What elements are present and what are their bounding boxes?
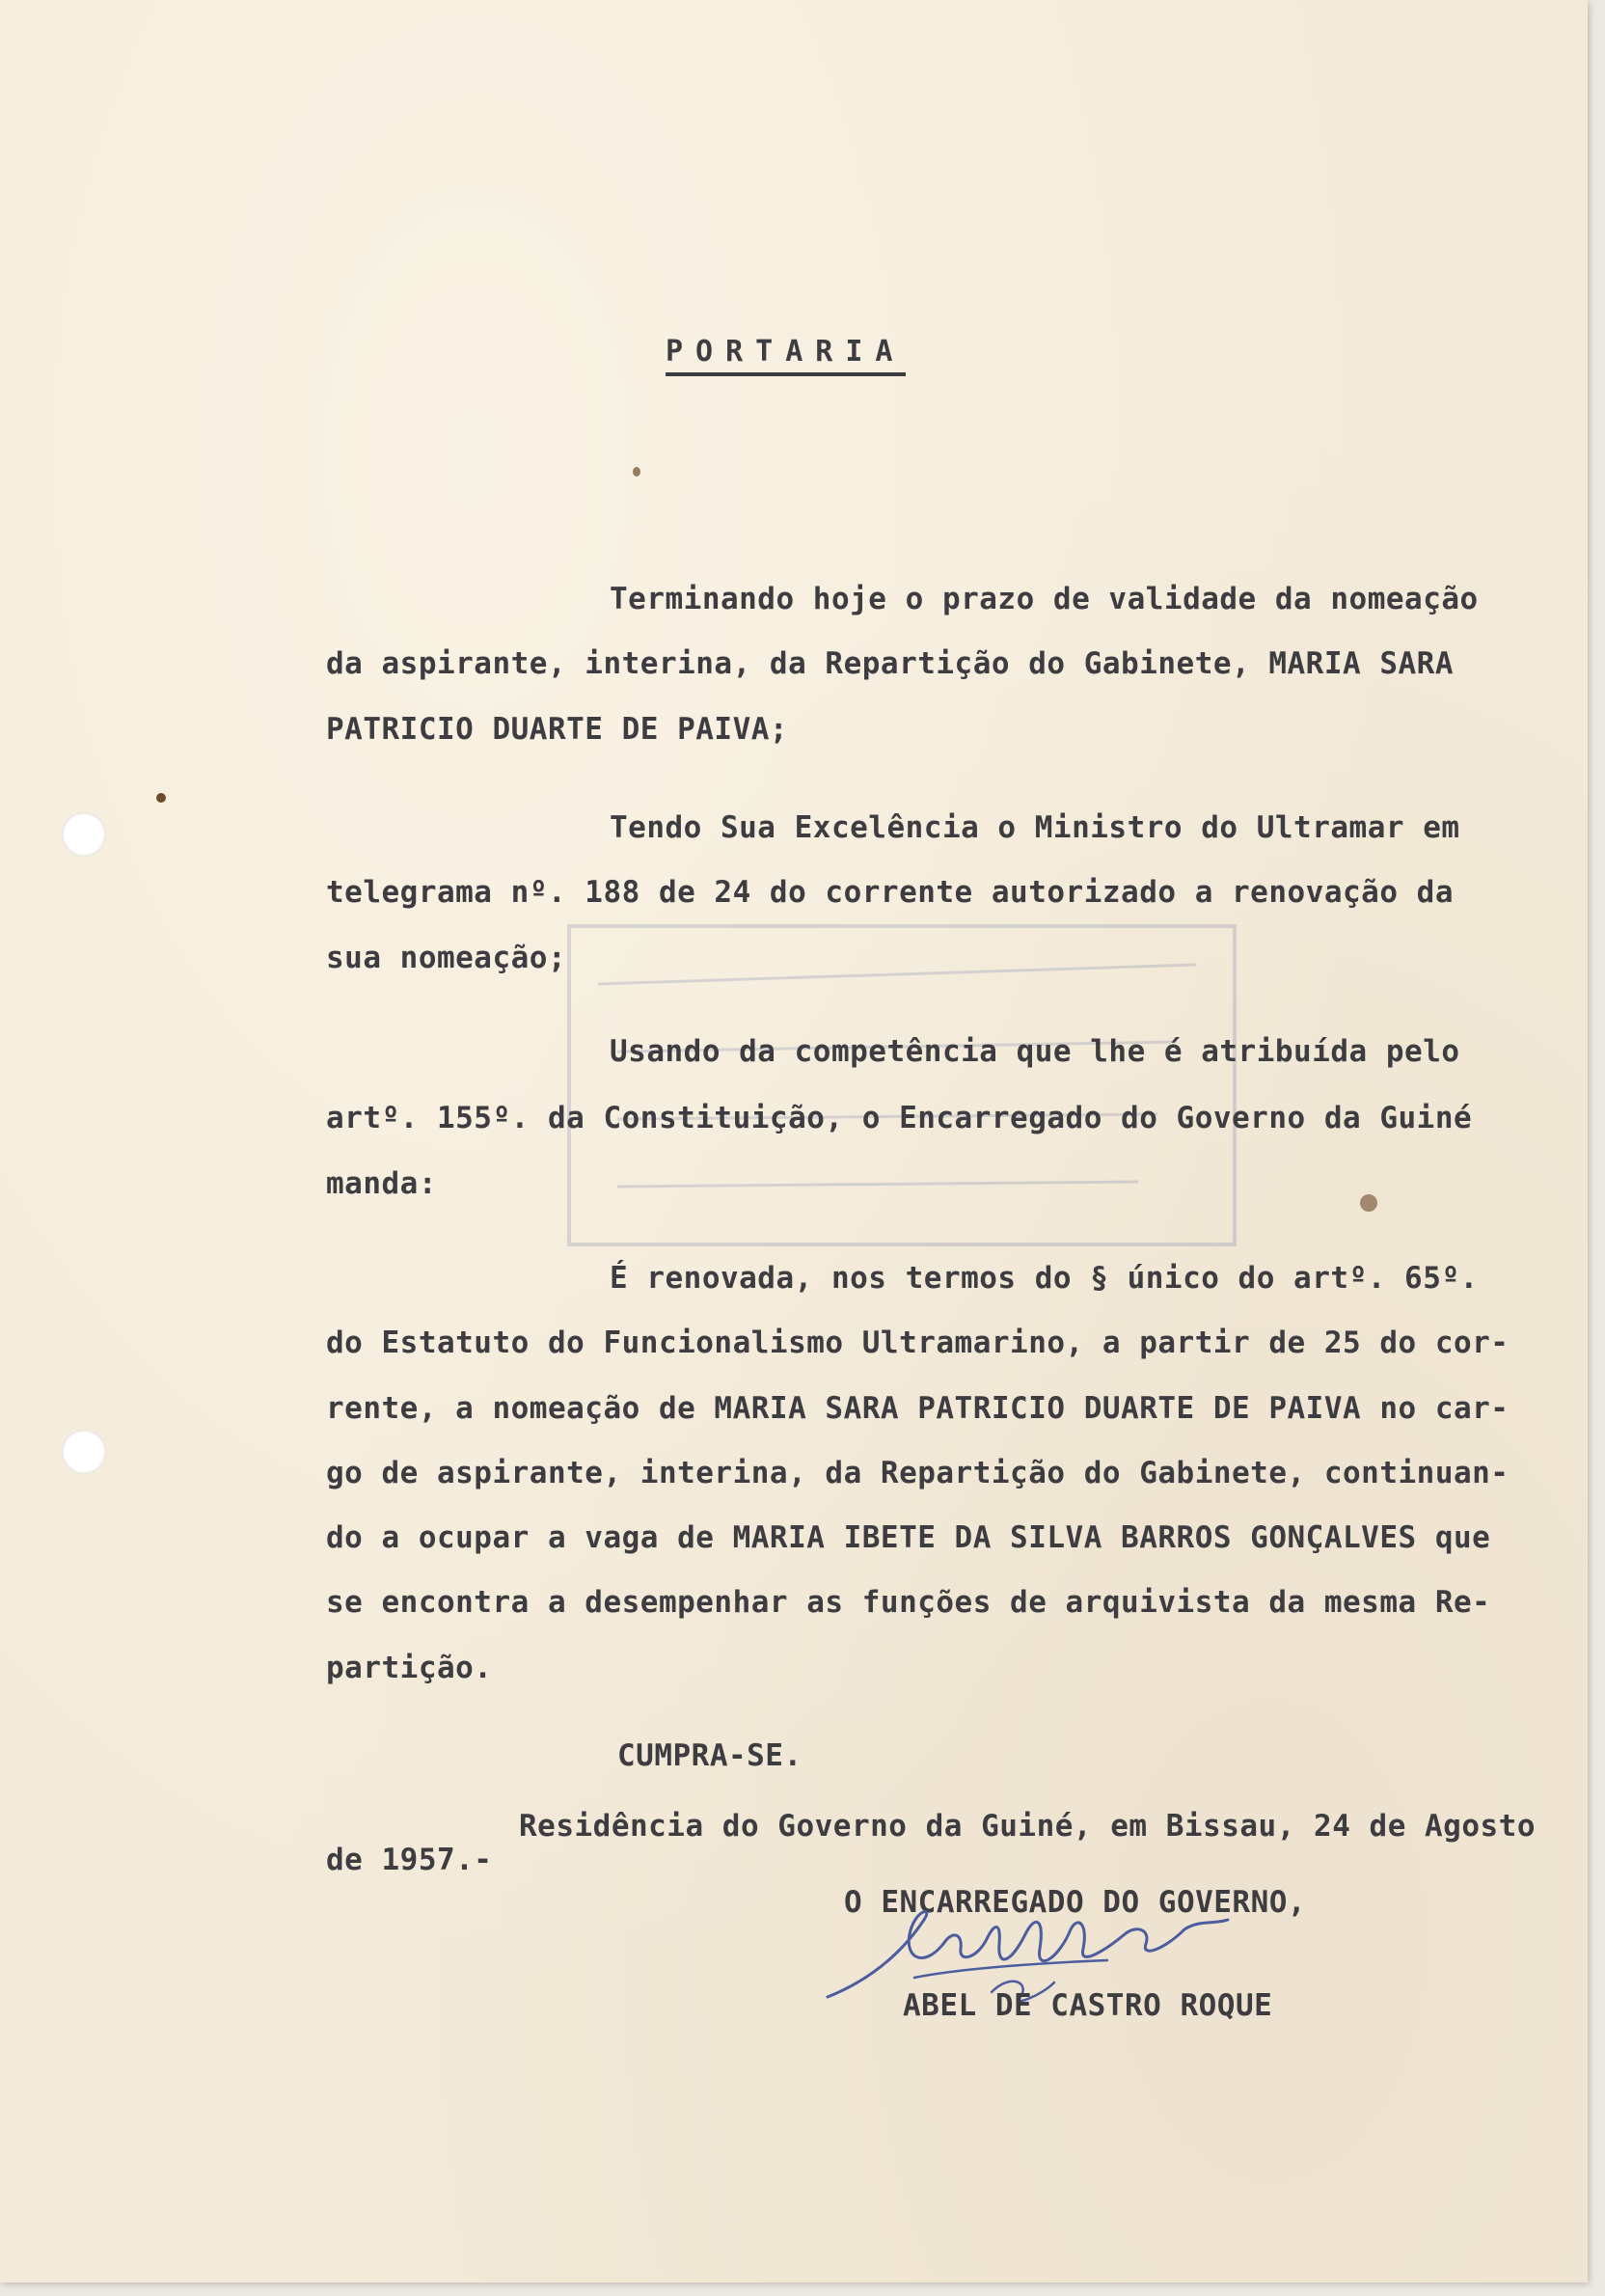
signatory-role: O ENCARREGADO DO GOVERNO,	[844, 1885, 1307, 1920]
faded-registration-stamp	[559, 907, 1254, 1273]
body-line-1: Terminando hoje o prazo de validade da nomeação	[610, 582, 1479, 616]
punch-hole-top	[62, 812, 106, 857]
body-line-12: rente, a nomeação de MARIA SARA PATRICIO DUARTE DE PAIVA no car-	[326, 1391, 1510, 1426]
body-line-16: partição.	[326, 1651, 493, 1685]
closing-formula: CUMPRA-SE.	[617, 1738, 802, 1773]
paper-blemish	[633, 467, 640, 477]
body-line-15: se encontra a desempenhar as funções de arquivista da mesma Re-	[326, 1585, 1491, 1620]
body-line-7: Usando da competência que lhe é atribuída pelo	[610, 1034, 1460, 1069]
body-line-4: Tendo Sua Excelência o Ministro do Ultramar em	[610, 810, 1460, 845]
body-line-3: PATRICIO DUARTE DE PAIVA;	[326, 712, 789, 747]
date-year-line: de 1957.-	[326, 1843, 493, 1877]
paper-blemish	[1360, 1194, 1377, 1212]
place-date-line: Residência do Governo da Guiné, em Bissau, 24 de Agosto	[519, 1809, 1536, 1844]
document-title: PORTARIA	[666, 334, 906, 376]
body-line-5: telegrama nº. 188 de 24 do corrente autorizado a renovação da	[326, 875, 1454, 910]
body-line-13: go de aspirante, interina, da Repartição do Gabinete, continuan-	[326, 1456, 1510, 1490]
signatory-name: ABEL DE CASTRO ROQUE	[903, 1988, 1273, 2023]
body-line-10: É renovada, nos termos do § único do artº. 65º.	[610, 1261, 1479, 1296]
paper-blemish	[156, 793, 166, 803]
body-line-2: da aspirante, interina, da Repartição do Gabinete, MARIA SARA	[326, 646, 1454, 681]
punch-hole-bottom	[62, 1430, 106, 1474]
body-line-6: sua nomeação;	[326, 941, 567, 975]
body-line-9: manda:	[326, 1166, 437, 1201]
body-line-11: do Estatuto do Funcionalismo Ultramarino, a partir de 25 do cor-	[326, 1326, 1510, 1360]
body-line-14: do a ocupar a vaga de MARIA IBETE DA SILVA BARROS GONÇALVES que	[326, 1520, 1491, 1555]
body-line-8: artº. 155º. da Constituição, o Encarregado do Governo da Guiné	[326, 1101, 1473, 1135]
